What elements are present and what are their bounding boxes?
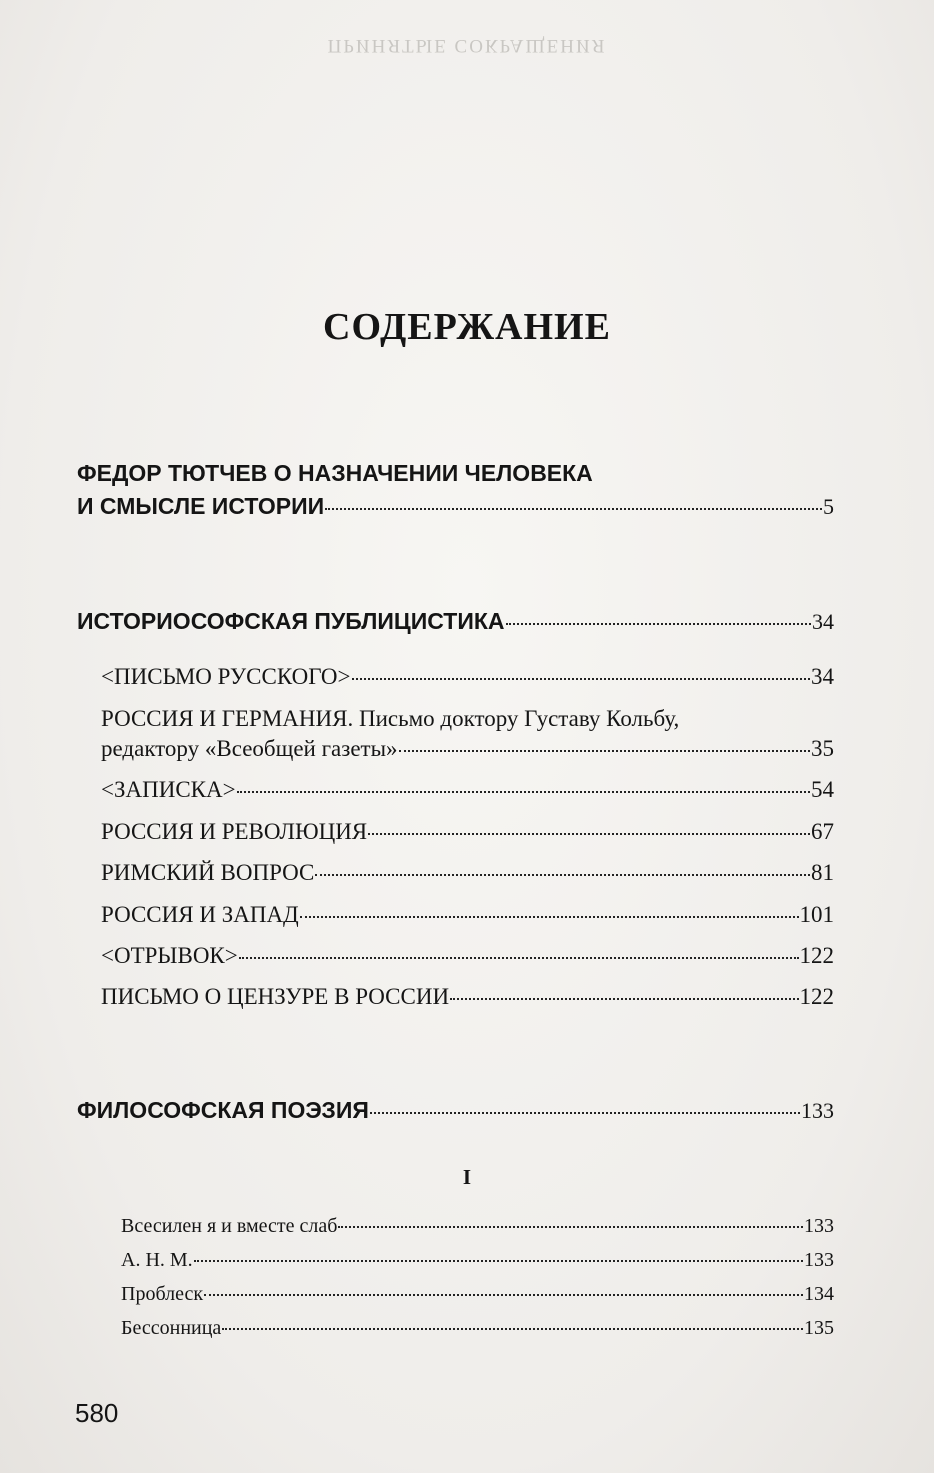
toc-poem-page: 134	[804, 1283, 834, 1305]
leader-dots	[399, 750, 810, 752]
leader-dots	[325, 508, 822, 510]
toc-section-2-label: ИСТОРИОСОФСКАЯ ПУБЛИЦИСТИКА	[77, 608, 505, 634]
toc-entry-3[interactable]	[101, 777, 834, 803]
toc-entry-label: РИМСКИЙ ВОПРОС	[101, 860, 315, 885]
toc-entry-8[interactable]	[101, 984, 834, 1010]
toc-entry-page: 101	[799, 902, 834, 927]
toc-entry-4[interactable]	[101, 819, 834, 845]
toc-poem-label: Всесилен я и вместе слаб	[121, 1215, 338, 1237]
toc-entry-page: 54	[811, 777, 834, 802]
toc-entry-page: 35	[811, 736, 834, 761]
toc-entry-6[interactable]	[101, 902, 834, 928]
toc-section-3-label: ФИЛОСОФСКАЯ ПОЭЗИЯ	[77, 1097, 369, 1123]
toc-poem-page: 133	[804, 1249, 834, 1271]
toc-section-3[interactable]	[77, 1097, 834, 1124]
leader-dots	[222, 1328, 803, 1330]
leader-dots	[315, 874, 810, 876]
toc-poem-label: Проблеск	[121, 1283, 204, 1305]
leader-dots	[239, 957, 799, 959]
toc-section-1-line2: И СМЫСЛЕ ИСТОРИИ	[77, 493, 325, 519]
toc-poem-label: А. Н. М.	[121, 1249, 193, 1271]
part-numeral: I	[462, 1165, 472, 1189]
toc-entry-5[interactable]	[101, 860, 834, 886]
leader-dots	[370, 1112, 800, 1114]
page-number: 580	[75, 1398, 119, 1428]
toc-entry-label: <ЗАПИСКА>	[101, 777, 236, 802]
toc-entry-label: РОССИЯ И ЗАПАД	[101, 902, 299, 927]
leader-dots	[450, 998, 798, 1000]
toc-section-2[interactable]	[77, 608, 834, 635]
toc-entry-label: РОССИЯ И РЕВОЛЮЦИЯ	[101, 819, 368, 844]
leader-dots	[338, 1226, 803, 1228]
toc-entry-page: 67	[811, 819, 834, 844]
toc-entry-label: <ОТРЫВОК>	[101, 943, 238, 968]
toc-section-1-line1: ФЕДОР ТЮТЧЕВ О НАЗНАЧЕНИИ ЧЕЛОВЕКА	[77, 460, 593, 486]
leader-dots	[300, 916, 799, 918]
toc-entry-page: 122	[799, 943, 834, 968]
leader-dots	[368, 833, 810, 835]
toc-entry-label-continued: редактору «Всеобщей газеты»	[101, 736, 398, 761]
toc-entry-label: РОССИЯ И ГЕРМАНИЯ. Письмо доктору Густаву Кольбу,	[101, 706, 680, 731]
toc-entry-page: 81	[811, 860, 834, 885]
leader-dots	[194, 1260, 803, 1262]
toc-entry-2[interactable]	[101, 706, 834, 762]
running-head-bleedthrough: ПРИНЯТЫЕ СОКРАЩЕНИЯ	[327, 35, 607, 56]
toc-poem-3[interactable]	[121, 1283, 834, 1306]
toc-section-2-page: 34	[812, 609, 834, 634]
toc-section-1-row	[77, 493, 834, 520]
leader-dots	[204, 1294, 803, 1296]
toc-entry-page: 122	[799, 984, 834, 1009]
toc-entry-1[interactable]	[101, 664, 834, 690]
toc-poem-2[interactable]	[121, 1249, 834, 1272]
toc-entry-page: 34	[811, 664, 834, 689]
toc-poem-4[interactable]	[121, 1317, 834, 1340]
toc-poem-page: 133	[804, 1215, 834, 1237]
toc-section-1-page: 5	[823, 494, 834, 519]
toc-entry-7[interactable]	[101, 943, 834, 969]
toc-poem-label: Бессонница	[121, 1317, 222, 1339]
toc-entry-label: ПИСЬМО О ЦЕНЗУРЕ В РОССИИ	[101, 984, 450, 1009]
leader-dots	[352, 678, 811, 680]
toc-section-1[interactable]	[77, 460, 834, 520]
toc-poem-page: 135	[804, 1317, 834, 1339]
page-title: СОДЕРЖАНИЕ	[323, 306, 611, 348]
toc-entry-label: <ПИСЬМО РУССКОГО>	[101, 664, 351, 689]
leader-dots	[506, 623, 812, 625]
leader-dots	[237, 791, 810, 793]
toc-section-3-page: 133	[801, 1098, 834, 1123]
toc-poem-1[interactable]	[121, 1215, 834, 1238]
